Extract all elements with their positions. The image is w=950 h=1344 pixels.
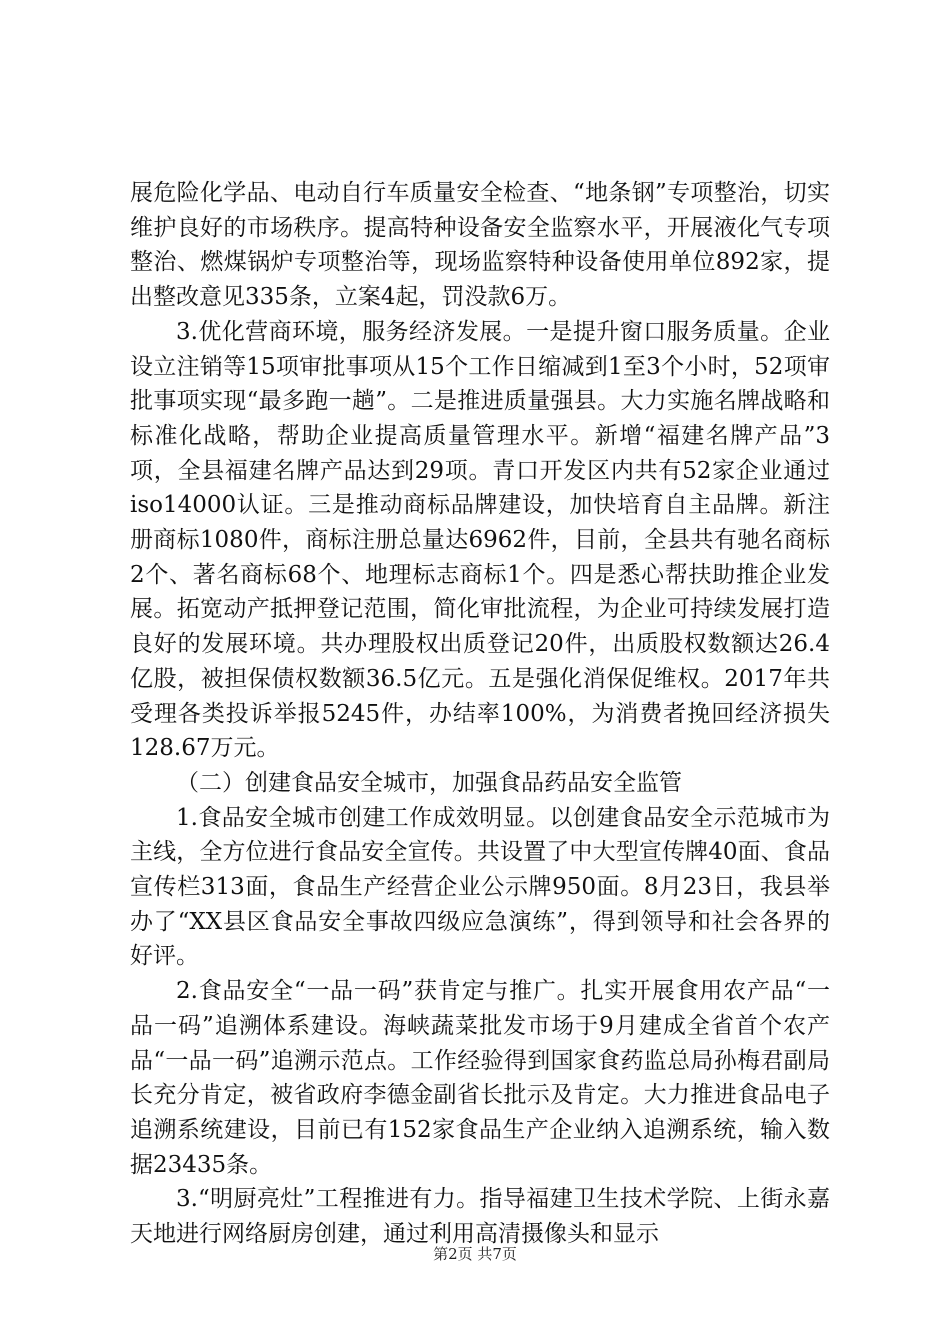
document-body	[130, 176, 830, 1252]
page-footer: 第2页 共7页	[433, 1245, 517, 1263]
paragraph-item-2-one-product-one-code: 2.食品安全“一品一码”获肯定与推广。扎实开展食用农产品“一品一码”追溯体系建设。海峡蔬菜批发市场于9月建成全省首个农产品“一品一码”追溯示范点。工作经验得到国家食药监总局孙梅君副局长充分肯定，被省政府李德金副省长批示及肯定。大力推进食品电子追溯系统建设，目前已有152家食品生产企业纳入追溯系统，输入数据23435条。	[130, 978, 830, 1178]
section-heading-food-safety: （二）创建食品安全城市，加强食品药品安全监管	[176, 769, 682, 796]
paragraph-item-1-food-safety-city: 1.食品安全城市创建工作成效明显。以创建食品安全示范城市为主线，全方位进行食品安全宣传。共设置了中大型宣传牌40面、食品宣传栏313面，食品生产经营企业公示牌950面。8月23日，我县举办了“XX县区食品安全事故四级应急演练”，得到领导和社会各界的好评。	[130, 804, 830, 970]
paragraph-item-3-bright-kitchen: 3.“明厨亮灶”工程推进有力。指导福建卫生技术学院、上街永嘉天地进行网络厨房创建，通过利用高清摄像头和显示	[130, 1186, 830, 1248]
paragraph-item-3-business-environment: 3.优化营商环境，服务经济发展。一是提升窗口服务质量。企业设立注销等15项审批事项从15个工作日缩减到1至3个小时，52项审批事项实现“最多跑一趟”。二是推进质量强县。大力实施名牌战略和标准化战略，帮助企业提高质量管理水平。新增“福建名牌产品”3项，全县福建名牌产品达到29项。青口开发区内共有52家企业通过iso14000认证。三是推动商标品牌建设，加快培育自主品牌。新注册商标1080件，商标注册总量达6962件，目前，全县共有驰名商标2个、著名商标68个、地理标志商标1个。四是悉心帮扶助推企业发展。拓宽动产抵押登记范围，简化审批流程，为企业可持续发展打造良好的发展环境。共办理股权出质登记20件，出质股权数额达26.4亿股，被担保债权数额36.5亿元。五是强化消保促维权。2017年共受理各类投诉举报5245件，办结率100%，为消费者挽回经济损失128.67万元。	[130, 318, 830, 762]
paragraph-continuation: 展危险化学品、电动自行车质量安全检查、“地条钢”专项整治，切实维护良好的市场秩序。提高特种设备安全监察水平，开展液化气专项整治、燃煤锅炉专项整治等，现场监察特种设备使用单位892家，提出整改意见335条，立案4起，罚没款6万。	[130, 180, 830, 311]
